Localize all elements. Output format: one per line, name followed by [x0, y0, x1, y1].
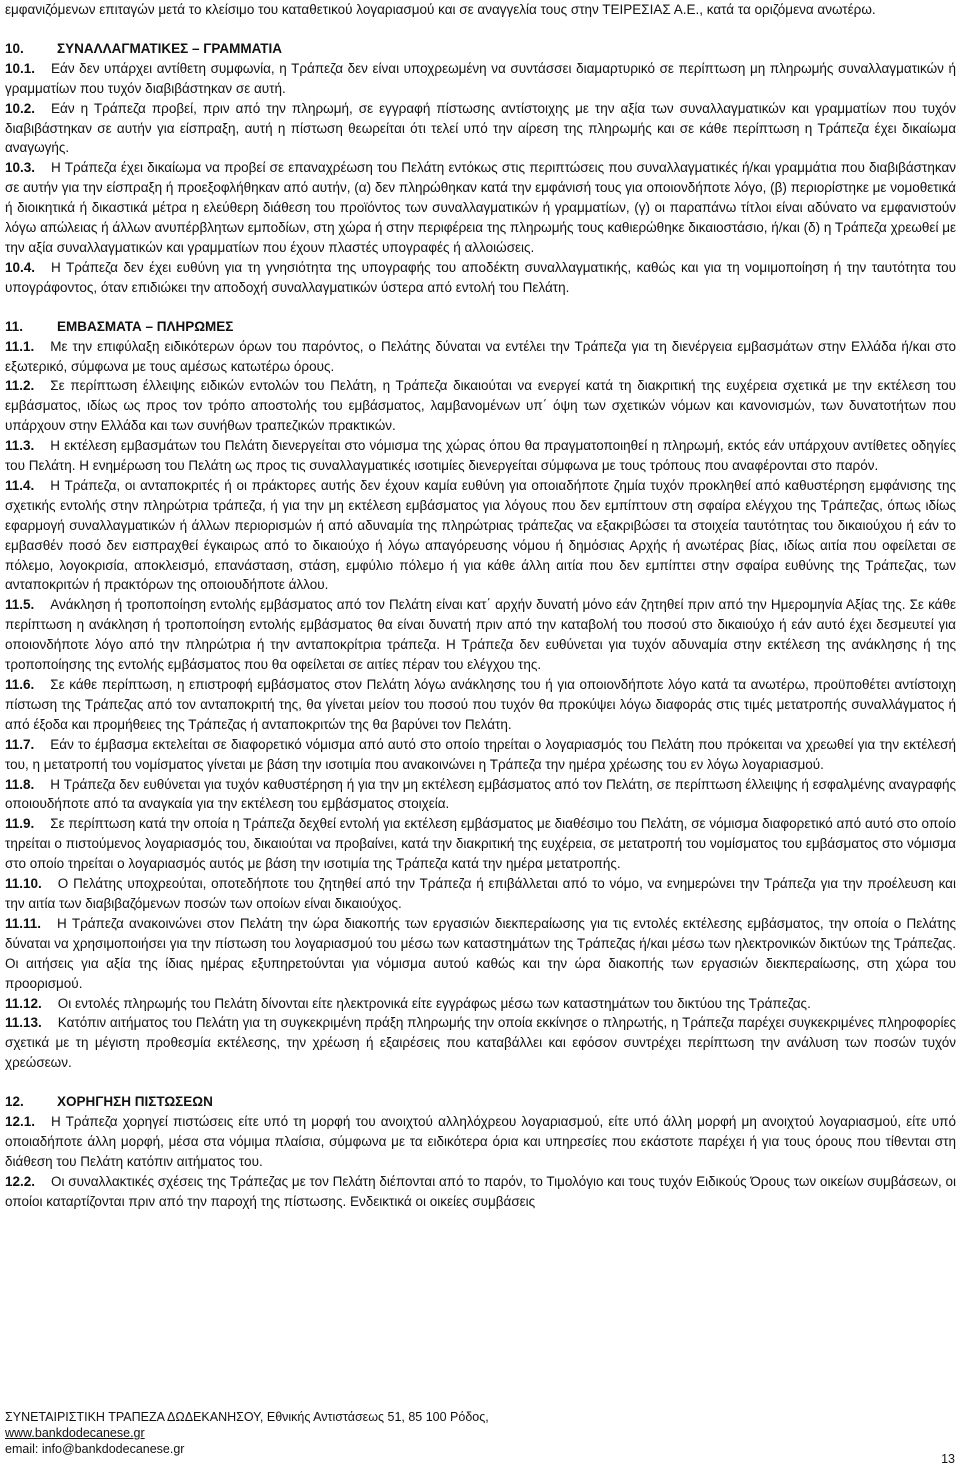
footer-address: ΣΥΝΕΤΑΙΡΙΣΤΙΚΗ ΤΡΑΠΕΖΑ ΔΩΔΕΚΑΝΗΣΟΥ, Εθνικής Αντιστάσεως 51, 85 100 Ρόδος, [5, 1410, 489, 1424]
clause-text: Εάν το έμβασμα εκτελείται σε διαφορετικό νόμισμα από αυτό στο οποίο τηρείται ο λογαριασμός του Πελάτη που πρόκειται να χρεωθεί για την εκτέλεσή του, η μετατροπή του νομίσματος γίνεται με βάση την ισοτιμία που ανακοινώνει η Τράπεζα την ημέρα χρέωσης του εν λόγω λογαριασμού. [5, 736, 956, 772]
clause-paragraph [5, 436, 956, 476]
clause-paragraph [5, 735, 956, 775]
clause-text: Σε περίπτωση κατά την οποία η Τράπεζα δεχθεί εντολή για εκτέλεση εμβάσματος με διαθέσιμο του Πελάτη, σε νόμισμα διαφορετικό από αυτό στο οποίο τηρείται ο πιστούμενος λογαριασμός του, δικαιούται να προβαίνει, κατά την διακριτική της ευχέρεια, σε μετατροπή του νομίσματος του εμβάσματος στο νόμισμα στο οποίο τηρείται ο λογαριασμός αυτός με βάση την ισοτιμία της Τράπεζα κατά την ημέρα μετατροπής. [5, 816, 956, 872]
document-page [5, 0, 956, 1212]
clause-paragraph [5, 337, 956, 377]
clause-number: 11.2. [5, 378, 35, 394]
clause-number: 11.10. [5, 876, 42, 892]
clause-number: 11.8. [5, 776, 35, 792]
clause-number: 12.1. [5, 1114, 36, 1130]
section-title: ΕΜΒΑΣΜΑΤΑ – ΠΛΗΡΩΜΕΣ [57, 318, 234, 334]
clause-text: Η Τράπεζα έχει δικαίωμα να προβεί σε επαναχρέωση του Πελάτη εντόκως στις περιπτώσεις που συναλλαγματικές ή/και γραμμάτια που διαβιβάστηκαν σε αυτήν για την είσπραξη ή προεξοφλήθηκαν από αυτήν, (α) δεν πληρώθηκαν κατά την εμφάνισή τους για οποιονδήποτε λόγο, (β) περιορίστηκε με νομοθετικά ή διοικητικά ή δικαστικά μέτρα η ελεύθερη διάθεση του προϊόντος των συναλλαγματικών ή γραμματίων, (γ) οι παραπάνω τίτλοι είναι αδύνατο να εμφανιστούν λόγω απώλειας ή άλλων ανυπέρβλητων εμποδίων, στη χώρα ή στην περιφέρεια της πληρωμής τους καθιερώθηκε δικαιοστάσιο, ή/και (δ) η Τράπεζα χρεωθεί με την αξία συναλλαγματικών και γραμματίων που έχουν πλαστές υπογραφές ή αλλοιώσεις. [5, 160, 956, 255]
clause-text: Η Τράπεζα ανακοινώνει στον Πελάτη την ώρα διακοπής των εργασιών διεκπεραίωσης για τις εντολές εκτέλεσης εμβάσματος, την οποία ο Πελάτης δύναται να χρησιμοποιήσει για την πίστωση του λογαριασμού του μέσω των καταστημάτων της Τράπεζας ή/και μέσω των ηλεκτρονικών δικτύων της Τράπεζας. Οι αιτήσεις για αξία της ίδιας ημέρας εξυπηρετούνται για νόμισμα αυτού καθώς και την ώρα διακοπής των εργασιών διεκπεραίωσης, στη χώρα του προορισμού. [5, 915, 956, 991]
clause-paragraph [5, 258, 956, 298]
clause-text: Ανάκληση ή τροποποίηση εντολής εμβάσματος από τον Πελάτη είναι κατ΄ αρχήν δυνατή μόνο εάν ζητηθεί πριν από την Ημερομηνία Αξίας της. Σε κάθε περίπτωση η ανάκληση ή τροποποίηση εντολής εμβάσματος θα είναι δυνατή πριν από την καταβολή του ποσού στο δικαιούχο ή εάν αυτό έχει δεσμευτεί για οποιονδήποτε λόγο από την πληρώτρια ή την ανταποκρίτρια τράπεζα. Η Τράπεζα δεν ευθύνεται για τυχόν αδυναμία στην εκτέλεση της ανάκλησης ή της τροποποίησης της εντολής εμβάσματος που θα οφείλεται σε αιτίες πέραν του ελέγχου της. [5, 597, 956, 673]
page-number: 13 [941, 1452, 955, 1466]
clause-paragraph [5, 874, 956, 914]
clause-number: 10.1. [5, 60, 36, 76]
clause-number: 11.5. [5, 597, 35, 613]
clause-number: 11.11. [5, 915, 42, 931]
clause-paragraph [5, 914, 956, 994]
footer [5, 1409, 956, 1457]
clause-number: 11.7. [5, 736, 35, 752]
clause-paragraph [5, 1112, 956, 1172]
clause-number: 10.3. [5, 160, 36, 176]
clause-paragraph [5, 59, 956, 99]
section-title: ΣΥΝΑΛΛΑΓΜΑΤΙΚΕΣ – ΓΡΑΜΜΑΤΙΑ [57, 40, 282, 56]
clause-number: 10.2. [5, 100, 36, 116]
clause-text: Εάν δεν υπάρχει αντίθετη συμφωνία, η Τράπεζα δεν είναι υποχρεωμένη να συντάσσει διαμαρτυρικό σε περίπτωση μη πληρωμής συναλλαγματικών ή γραμματίων που τυχόν διαβιβάστηκαν σε αυτή. [5, 60, 956, 96]
clause-paragraph [5, 595, 956, 675]
footer-email: email: info@bankdodecanese.gr [5, 1442, 185, 1456]
clause-text: Με την επιφύλαξη ειδικότερων όρων του παρόντος, ο Πελάτης δύναται να εντέλει την Τράπεζα για τη διενέργεια εμβασμάτων στην Ελλάδα ή/και στο εξωτερικό, σύμφωνα με τους αμέσως κατωτέρω όρους. [5, 338, 956, 374]
clause-number: 11.9. [5, 816, 35, 832]
clause-text: Εάν η Τράπεζα προβεί, πριν από την πληρωμή, σε εγγραφή πίστωσης αντίστοιχης με την αξία των συναλλαγματικών και γραμματίων που τυχόν διαβιβάστηκαν σε αυτήν για είσπραξη, αυτή η πίστωση θεωρείται ότι τελεί υπό την αίρεση της πληρωμής και σε κάθε περίπτωση η Τράπεζα έχει δικαίωμα αναγωγής. [5, 100, 956, 156]
clause-text: Κατόπιν αιτήματος του Πελάτη για τη συγκεκριμένη πράξη πληρωμής την οποία εκκίνησε ο πληρωτής, η Τράπεζα παρέχει συγκεκριμένες πληροφορίες σχετικά με τη μέγιστη προθεσμία εκτέλεσης, την χρέωση ή εξαιρέσεις που καταβάλλει και εφόσον συντρέχει περίπτωση την ανάλυση των ποσών τυχόν χρεώσεων. [5, 1015, 956, 1071]
clause-paragraph [5, 99, 956, 159]
section-heading [5, 317, 956, 337]
clause-text: Οι συναλλακτικές σχέσεις της Τράπεζας με τον Πελάτη διέπονται από το παρόν, το Τιμολόγιο και τους τυχόν Ειδικούς Όρους των οικείων συμβάσεων, οι οποίοι καταρτίζονται πριν από την παροχή της πίστωσης. Ενδεικτικά οι οικείες συμβάσεις [5, 1173, 956, 1209]
clause-number: 10.4. [5, 259, 36, 275]
clause-number: 11.12. [5, 995, 42, 1011]
clause-text: Σε κάθε περίπτωση, η επιστροφή εμβάσματος στον Πελάτη λόγω ανάκλησης του ή για οποιονδήποτε λόγο κατά τα ανωτέρω, προϋποθέτει αντίστοιχη πίστωση της Τράπεζας από τον ανταποκριτή της, θα γίνεται μείον του ποσού που τυχόν θα προκύψει λόγω διαφοράς στις τιμές μετατροπής συναλλάγματος ή από έξοδα και προμήθειες της Τράπεζας ή ανταποκριτών της θα βαρύνει τον Πελάτη. [5, 677, 956, 732]
clause-paragraph [5, 158, 956, 258]
sections-container [5, 39, 956, 1212]
section-heading [5, 39, 956, 59]
clause-paragraph [5, 814, 956, 874]
section-number: 12. [5, 1094, 24, 1110]
clause-text: Η εκτέλεση εμβασμάτων του Πελάτη διενεργείται στο νόμισμα της χώρας όπου θα πραγματοποιηθεί η πληρωμή, εκτός εάν υπάρχουν αντίθετες οδηγίες του Πελάτη. Η ενημέρωση του Πελάτη ως προς τις συναλλαγματικές ισοτιμίες διενεργείται σύμφωνα με τους τρόπους που αναφέρονται στο παρόν. [5, 438, 956, 474]
clause-text: Η Τράπεζα δεν έχει ευθύνη για τη γνησιότητα της υπογραφής του αποδέκτη συναλλαγματικής, καθώς και για τη νομιμοποίηση ή την ταυτότητα του υπογράφοντος, όταν επιδιώκει την αποδοχή συναλλαγματικών ύστερα από εντολή του Πελάτη. [5, 259, 956, 295]
intro-paragraph: εμφανιζόμενων επιταγών μετά το κλείσιμο του καταθετικού λογαριασμού και σε αναγγελία τους στην ΤΕΙΡΕΣΙΑΣ Α.Ε., κατά τα οριζόμενα ανωτέρω. [5, 2, 876, 17]
clause-number: 11.13. [5, 1015, 42, 1031]
clause-paragraph [5, 1172, 956, 1212]
clause-text: Σε περίπτωση έλλειψης ειδικών εντολών του Πελάτη, η Τράπεζα δικαιούται να ενεργεί κατά τη διακριτική της ευχέρεια σχετικά με την εκτέλεση του εμβάσματος, ιδίως ως προς τον τρόπο αποστολής του εμβάσματος, λαμβανομένων υπ΄ όψη των σχετικών νόμων και κανονισμών, των δυνατοτήτων που υπάρχουν στην Ελλάδα και των συνήθων τραπεζικών πρακτικών. [5, 378, 956, 434]
footer-website-link[interactable]: www.bankdodecanese.gr [5, 1426, 145, 1440]
clause-text: Η Τράπεζα, οι ανταποκριτές ή οι πράκτορες αυτής δεν έχουν καμία ευθύνη για οποιαδήποτε ζημία τυχόν προκληθεί από καθυστέρηση εμφάνισης της σχετικής εντολής στην πληρώτρια τράπεζα, ή για την μη εκτέλεση εμβάσματος για λόγους που δεν εμπίπτουν στη σφαίρα ελέγχου της Τράπεζας, όπως ιδίως εφαρμογή συναλλαγματικών ή άλλων περιορισμών ή από αδυναμία της πληρώτριας τράπεζας να εξακριβώσει τα στοιχεία ταυτότητας του δικαιούχου ή εάν το εμβασθέν ποσό δεν εισπραχθεί έγκαιρως από το δικαιούχο ή λόγω απαγόρευσης νόμου ή δημόσιας Αρχής ή ανωτέρας βίας, ιδίως αιτία που οφείλεται σε πόλεμο, λογοκρισία, αποκλεισμό, επανάσταση, στάση, εμφύλιο πόλεμο ή για κάθε άλλη αιτία που δεν εμπίπτει στην σφαίρα ευθύνης της Τράπεζας, των ανταποκριτών ή πρακτόρων της οποιουδήποτε άλλου. [5, 477, 956, 593]
clause-paragraph [5, 476, 956, 595]
clause-paragraph [5, 775, 956, 815]
clause-number: 12.2. [5, 1173, 36, 1189]
clause-paragraph [5, 994, 956, 1014]
clause-number: 11.6. [5, 677, 35, 692]
section-heading [5, 1092, 956, 1112]
clause-number: 11.3. [5, 438, 35, 454]
clause-number: 11.1. [5, 338, 35, 354]
section-number: 10. [5, 40, 24, 56]
clause-text: Η Τράπεζα χορηγεί πιστώσεις είτε υπό τη μορφή του ανοιχτού αλληλόχρεου λογαριασμού, είτε υπό άλλη μορφή μη ανοιχτού λογαριασμού, είτε υπό οποιαδήποτε άλλη μορφή, μέσα στα νόμιμα πλαίσια, σύμφωνα με τα ειδικότερα όρια και υπηρεσίες που εκάστοτε παρέχει ή για τους όρους που τίθενται στη διάθεση του Πελάτη κατόπιν αιτήματος του. [5, 1114, 956, 1169]
clause-paragraph [5, 1013, 956, 1073]
clause-paragraph [5, 675, 956, 735]
section-title: ΧΟΡΗΓΗΣΗ ΠΙΣΤΩΣΕΩΝ [57, 1094, 213, 1110]
clause-text: Οι εντολές πληρωμής του Πελάτη δίνονται είτε ηλεκτρονικά είτε εγγράφως μέσω των καταστημάτων του δικτύου της Τράπεζας. [57, 995, 811, 1011]
clause-number: 11.4. [5, 477, 35, 493]
clause-text: Ο Πελάτης υποχρεούται, οποτεδήποτε του ζητηθεί από την Τράπεζα ή επιβάλλεται από το νόμο, να ενημερώνει την Τράπεζα για την προέλευση και την αιτία των διαβιβαζόμενων ποσών των οποίων είναι δικαιούχος. [5, 876, 956, 911]
section-number: 11. [5, 318, 24, 334]
clause-text: Η Τράπεζα δεν ευθύνεται για τυχόν καθυστέρηση ή για την μη εκτέλεση εμβάσματος από τον Πελάτη, σε περίπτωση έλλειψης ή εσφαλμένης αναγραφής οποιουδήποτε από τα αναγκαία για την εκτέλεση του εμβάσματος στοιχεία. [5, 776, 956, 812]
clause-paragraph [5, 376, 956, 436]
